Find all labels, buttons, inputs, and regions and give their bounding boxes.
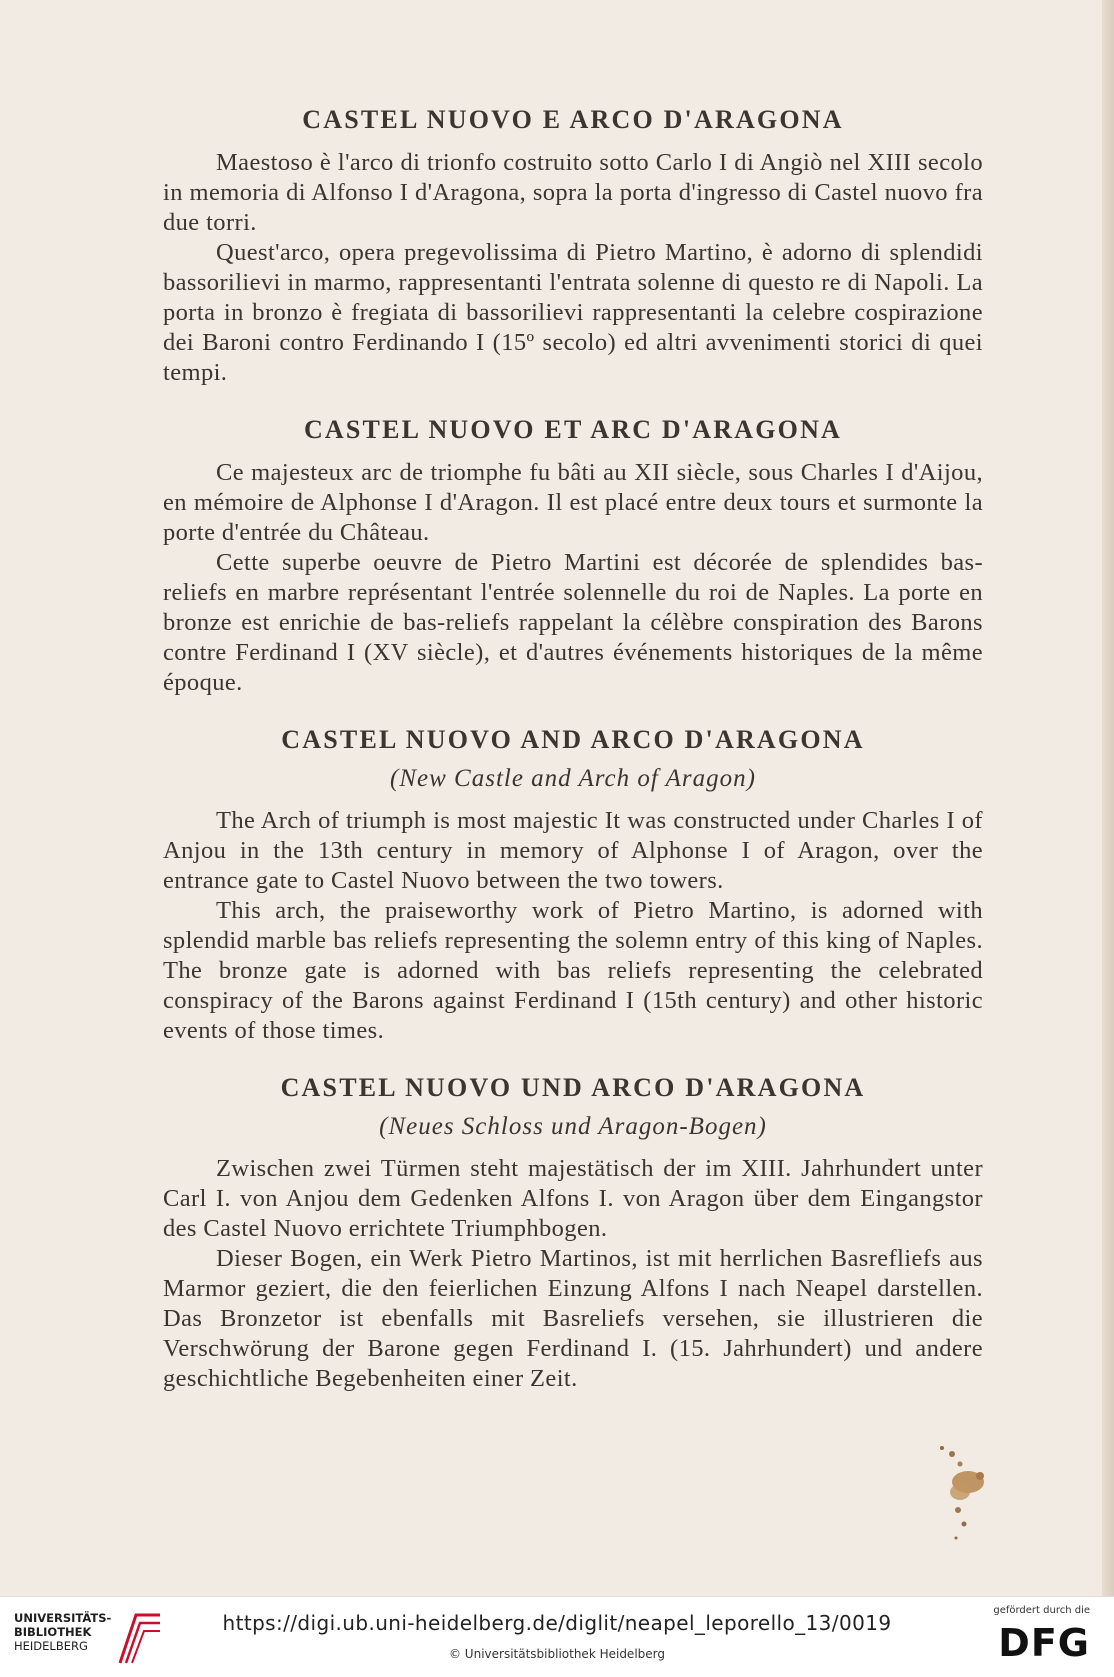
section-italian bbox=[163, 100, 983, 388]
section-heading: CASTEL NUOVO AND ARCO D'ARAGONA bbox=[281, 725, 865, 754]
section-subheading: (Neues Schloss und Aragon-Bogen) bbox=[379, 1113, 767, 1140]
paper-stain bbox=[930, 1440, 1000, 1550]
paragraph: Ce majesteux arc de triomphe fu bâti au XII siècle, sous Charles I d'Aijou, en mémoire de Alphonse I d'Aragon. Il est placé entre deux tours et surmonte la porte d'entrée du Château. bbox=[163, 459, 983, 546]
viewer-footer bbox=[0, 1596, 1114, 1677]
section-heading: CASTEL NUOVO UND ARCO D'ARAGONA bbox=[280, 1073, 866, 1102]
paragraph: Dieser Bogen, ein Werk Pietro Martinos, ist mit herrlichen Basrefliefs aus Marmor geziert, die den feierlichen Einzung Alfons I nach Neapel darstellen. Das Bronzetor ist ebenfalls mit Basreliefs versehen, sie illustrieren die Verschwörung der Barone gegen Ferdinand I. (15. Jahrhundert) und andere geschichtliche Begebenheiten einer Zeit. bbox=[163, 1245, 983, 1392]
library-name-line: BIBLIOTHEK bbox=[14, 1625, 92, 1639]
paragraph: Cette superbe oeuvre de Pietro Martini est décorée de splendides bas-reliefs en marbre représentant l'entrée solennelle du roi de Naples. La porte en bronze est enrichie de bas-reliefs rappelant la célèbre conspiration des Barons contre Ferdinand I (XV siècle), et d'autres événements historiques de la même époque. bbox=[163, 549, 983, 696]
section-french bbox=[163, 410, 983, 698]
copyright-notice: © Universitätsbibliothek Heidelberg bbox=[448, 1647, 665, 1661]
page-text-body bbox=[163, 100, 983, 1416]
dfg-logo[interactable] bbox=[980, 1605, 1090, 1669]
page-edge-shadow bbox=[1102, 0, 1114, 1596]
section-subheading: (New Castle and Arch of Aragon) bbox=[390, 765, 756, 792]
paragraph: The Arch of triumph is most majestic It was constructed under Charles I of Anjou in the 13th century in memory of Alphonse I of Aragon, over the entrance gate to Castel Nuovo between the two towers. bbox=[163, 807, 983, 894]
section-heading: CASTEL NUOVO ET ARC D'ARAGONA bbox=[303, 415, 843, 444]
paragraph: Quest'arco, opera pregevolissima di Pietro Martino, è adorno di splendidi bassorilievi in marmo, rappresentanti l'entrata solenne di questo re di Napoli. La porta in bronzo è fregiata di bassorilievi rappresentanti la celebre cospirazione dei Baroni contro Ferdinando I (15º secolo) ed altri avvenimenti storici di quei tempi. bbox=[163, 239, 983, 386]
page-url-link[interactable]: https://digi.ub.uni-heidelberg.de/diglit/neapel_leporello_13/0019 bbox=[222, 1611, 892, 1635]
section-english bbox=[163, 720, 983, 1046]
section-german bbox=[163, 1068, 983, 1394]
library-name-line: UNIVERSITÄTS- bbox=[14, 1611, 112, 1625]
library-name-line: HEIDELBERG bbox=[14, 1639, 88, 1653]
section-heading: CASTEL NUOVO E ARCO D'ARAGONA bbox=[302, 105, 844, 134]
paragraph: Maestoso è l'arco di trionfo costruito sotto Carlo I di Angiò nel XIII secolo in memoria di Alfonso I d'Aragona, sopra la porta d'ingresso di Castel nuovo fra due torri. bbox=[163, 149, 983, 236]
funding-note: gefördert durch die bbox=[993, 1605, 1090, 1616]
dfg-logo-text: DFG bbox=[998, 1621, 1090, 1665]
paragraph: Zwischen zwei Türmen steht majestätisch der im XIII. Jahrhundert unter Carl I. von Anjou dem Gedenken Alfons I. von Aragon über dem Eingangstor des Castel Nuovo errichtete Triumphbogen. bbox=[163, 1155, 983, 1242]
paragraph: This arch, the praiseworthy work of Pietro Martino, is adorned with splendid marble bas reliefs representing the solemn entry of this king of Naples. The bronze gate is adorned with bas reliefs representing the celebrated conspiracy of the Barons against Ferdinand I (15th century) and other historic events of those times. bbox=[163, 897, 983, 1044]
